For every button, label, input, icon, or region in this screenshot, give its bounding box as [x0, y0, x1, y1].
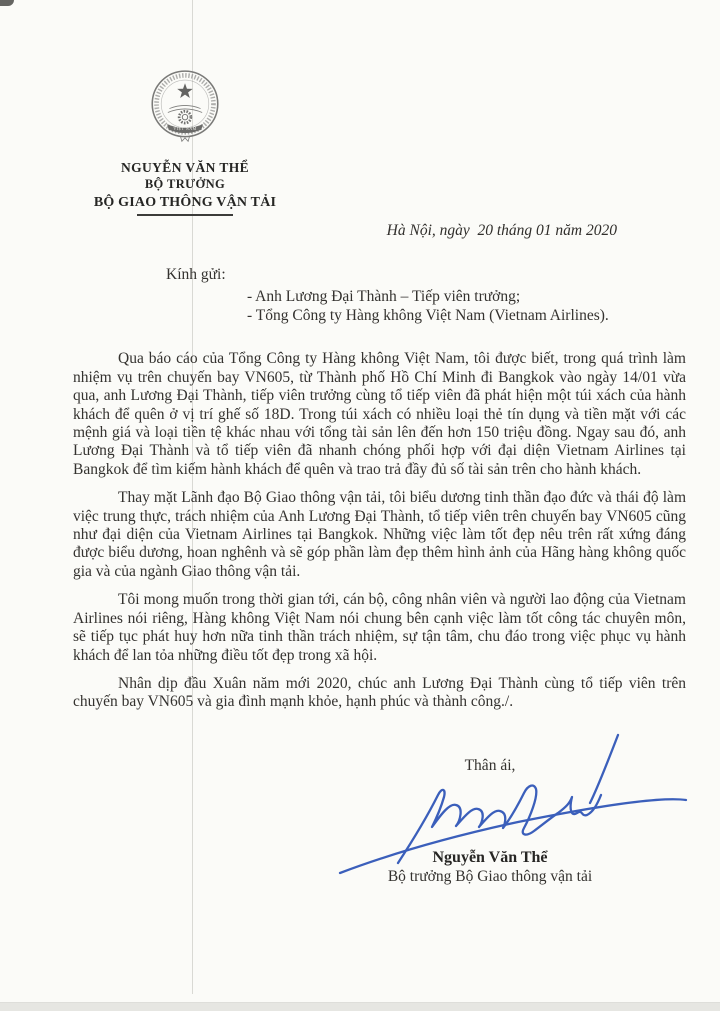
recipient-line: - Anh Lương Đại Thành – Tiếp viên trưởng;: [247, 288, 521, 306]
dateline: Hà Nội, ngày 20 tháng 01 năm 2020: [386, 222, 617, 239]
recipient-line: - Tổng Công ty Hàng không Việt Nam (Vietnam Airlines).: [247, 307, 609, 325]
body-paragraph: Qua báo cáo của Tổng Công ty Hàng không Việt Nam, tôi được biết, trong quá trình làm nhiệm vụ trên chuyến bay VN605, từ Thành phố Hồ Chí Minh đi Bangkok vào ngày 14/01 vừa qua, anh Lương Đại Thành, tiếp viên trưởng cùng tổ tiếp viên đã phát hiện một túi xách của hành khách để quên ở vị trí ghế số 18D. Trong túi xách có nhiều loại thẻ tín dụng và tiền mặt với các mệnh giá và loại tiền tệ khác nhau với tổng tài sản lên đến hơn 150 triệu đồng. Ngay sau đó, anh Lương Đại Thành và tổ tiếp viên đã nhanh chóng phối hợp với đại diện Vietnam Airlines tại Bangkok để tìm kiếm hành khách để quên và trao trả đầy đủ số tài sản trên cho hành khách.: [73, 350, 686, 478]
body-paragraph: Thay mặt Lãnh đạo Bộ Giao thông vận tải, tôi biểu dương tinh thần đạo đức và thái độ làm việc trung thực, trách nhiệm của Anh Lương Đại Thành, tổ tiếp viên trên chuyến bay VN605 cũng như đại diện của Vietnam Airlines tại Bangkok. Những việc làm tốt đẹp nêu trên rất xứng đáng được biểu dương, hoan nghênh và sẽ góp phần làm đẹp thêm hình ảnh của Hãng hàng không quốc gia và của ngành Giao thông vận tải.: [73, 489, 686, 580]
star-icon: [177, 83, 193, 98]
letterhead-rule: [137, 214, 233, 216]
valediction: Thân ái,: [464, 757, 516, 774]
salutation: Kính gửi:: [166, 266, 226, 283]
vietnam-national-emblem-icon: [146, 68, 224, 146]
body-paragraph: Nhân dịp đầu Xuân năm mới 2020, chúc anh Lương Đại Thành cùng tổ tiếp viên trên chuyến bay VN605 và gia đình mạnh khỏe, hạnh phúc và thành công./.: [73, 674, 686, 711]
minister-name-header: NGUYỄN VĂN THỂ: [120, 160, 250, 175]
ministry-name-header: BỘ GIAO THÔNG VẬN TẢI: [93, 195, 277, 210]
gear-icon: [179, 111, 191, 123]
letterhead: [75, 60, 295, 216]
body-paragraph: Tôi mong muốn trong thời gian tới, cán bộ, công nhân viên và người lao động của Vietnam Airlines nói riêng, Hàng không Việt Nam nói chung bên cạnh việc làm tốt công tác chuyên môn, sẽ tiếp tục phát huy hơn nữa tinh thần trách nhiệm, sự tận tâm, chu đáo trong việc phục vụ hành khách để lan tỏa những điều tốt đẹp trong xã hội.: [73, 591, 686, 664]
recipient-list: [247, 287, 686, 325]
letter-body: [73, 266, 686, 712]
signer-name: Nguyễn Văn Thể: [432, 849, 548, 866]
signature-block: [340, 848, 640, 886]
scan-corner-artifact: [0, 0, 14, 6]
scan-bottom-edge: [0, 1002, 720, 1011]
minister-title-header: BỘ TRƯỞNG: [144, 177, 226, 191]
emblem-banner-text: VIỆT NAM: [173, 126, 197, 132]
signer-title: Bộ trưởng Bộ Giao thông vận tải: [387, 868, 593, 885]
